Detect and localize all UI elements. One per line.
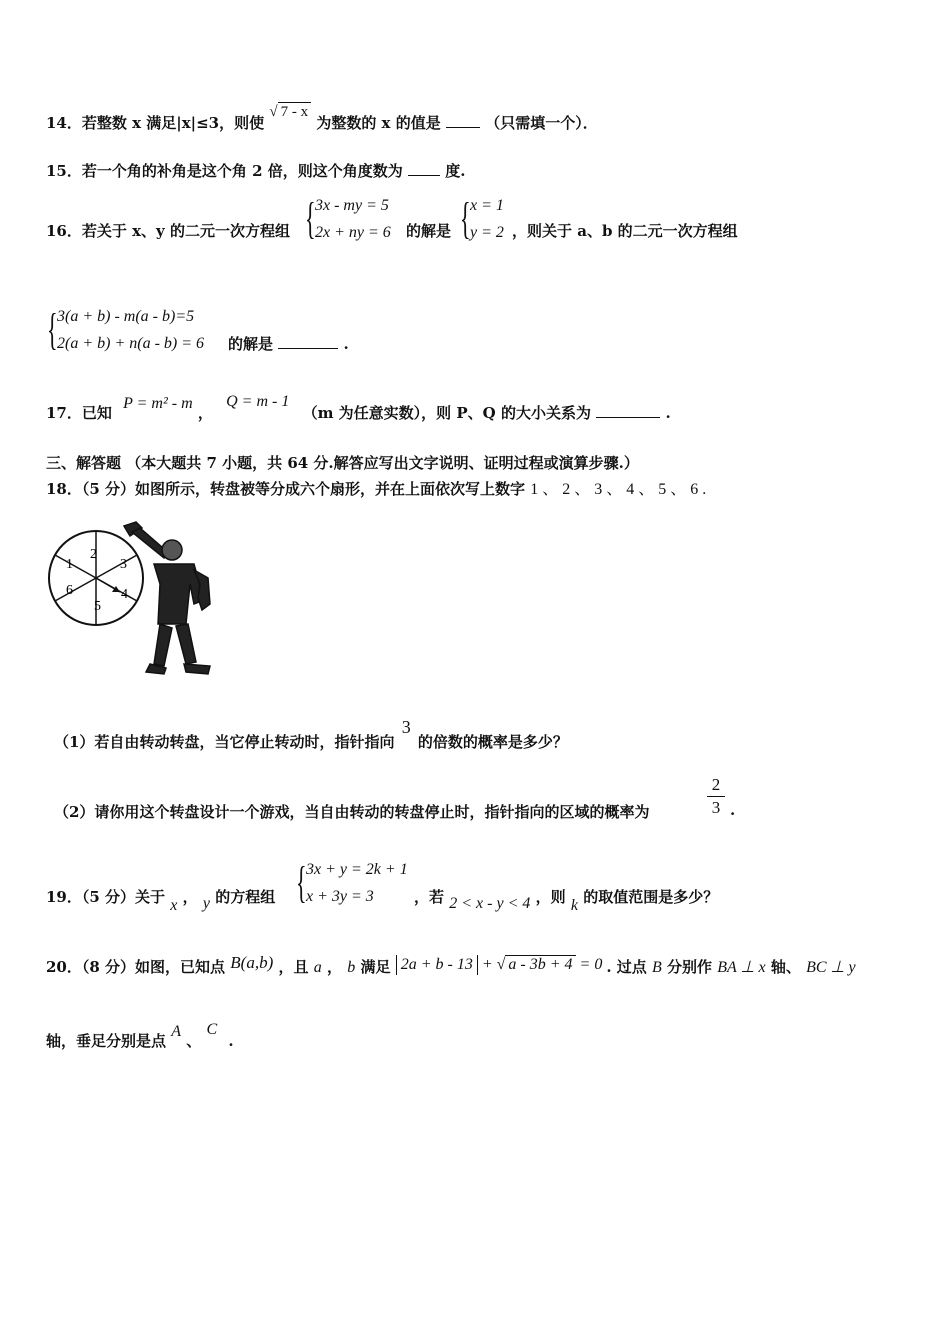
q14-answer-blank[interactable]: [446, 113, 480, 128]
q19-eq1: 3x + y = 2k + 1: [306, 861, 408, 878]
q16-mid-text: 的解是: [406, 222, 452, 240]
sector-label: 4: [121, 587, 128, 602]
sector-label: 6: [66, 583, 73, 598]
person-illustration: [124, 522, 210, 674]
q17-answer-blank[interactable]: [596, 403, 660, 418]
q20-bc: BC ⊥ y: [806, 959, 856, 976]
q16-suffix: ，则关于 a、b 的二元一次方程组: [512, 222, 738, 240]
sector-label: 5: [94, 599, 101, 614]
section-3-heading: 三、解答题 （本大题共 7 小题，共 64 分.解答应写出文字说明、证明过程或演算步骤.）: [46, 454, 639, 472]
sector-label: 1: [66, 557, 73, 572]
q19-inequality: 2 < x - y < 4: [449, 895, 531, 912]
q20-condition: 2a + b - 13 + √ a - 3b + 4 = 0: [396, 956, 607, 973]
question-15: [46, 160, 465, 181]
q16-prefix: 16．若关于 x、y 的二元一次方程组: [46, 222, 290, 240]
q14-prefix: 14．若整数 x 满足|x|≤3，则使: [46, 114, 265, 132]
q16-eq3: 3(a + b) - m(a - b)=5: [57, 308, 195, 325]
q16-eq1: 3x - my = 5: [315, 197, 389, 214]
q14-suffix: 为整数的 x 的值是: [316, 114, 441, 132]
question-18: [46, 476, 706, 499]
q17-p-expr: P = m² - m: [123, 395, 193, 412]
q19-condition: ，若 2 < x - y < 4 ，则 k 的取值范围是多少？: [414, 888, 719, 914]
q17-prefix: 17．已知: [46, 404, 112, 422]
q18-part1-number: 3: [401, 717, 411, 737]
question-17: 17．已知 P = m² - m ， Q = m - 1 （m 为任意实数），则 P、Q 的大小关系为 .: [46, 393, 671, 422]
q14-note: （只需填一个）．: [485, 114, 598, 132]
sector-label: 2: [90, 547, 97, 562]
question-14: [46, 104, 598, 133]
spinner-figure: [46, 514, 226, 684]
q19-k: k: [570, 897, 578, 914]
question-19: 19．（5 分）关于 x ， y 的方程组: [46, 888, 276, 914]
q18-part2-end: .: [730, 801, 736, 819]
q19-eq2: x + 3y = 3: [306, 888, 374, 905]
q20-line-2: 轴，垂足分别是点 A 、 C .: [46, 1021, 234, 1050]
q20-ba: BA ⊥ x: [717, 959, 766, 976]
question-16: [46, 220, 290, 241]
spinner-wheel: [49, 531, 143, 625]
q19-system: { 3x + y = 2k + 1 x + 3y = 3: [296, 858, 408, 907]
q16-solution: { x = 1 y = 2: [460, 194, 504, 243]
q18-fraction: $\frac{2}{3}$: [707, 774, 725, 819]
q16-system-1: { 3x - my = 5 2x + ny = 6: [305, 194, 391, 243]
q14-sqrt: √ 7 - x: [269, 104, 311, 120]
sector-label: 3: [120, 557, 127, 572]
q18-numbers: 1 、 2 、 3 、 4 、 5 、 6 .: [530, 481, 707, 498]
q18-part-2: （2）请你用这个转盘设计一个游戏，当自由转动的转盘停止时，指针指向的区域的概率为: [54, 803, 650, 821]
q19-x: x: [170, 897, 178, 914]
q17-q-expr: Q = m - 1: [226, 393, 290, 410]
q16-sol2: y = 2: [470, 224, 504, 241]
q19-y: y: [202, 895, 210, 912]
q16-eq2: 2x + ny = 6: [315, 224, 391, 241]
question-20: 20．（8 分）如图，已知点 B(a,b) ，且 a ， b 满足 2a + b - 13 + √ a - 3b + 4 = 0 . 过点 B 分别作 BA ⊥ x 轴、 BC ⊥ y: [46, 953, 856, 976]
q16-system-2: { 3(a + b) - m(a - b)=5 2(a + b) + n(a - b) = 6: [47, 305, 205, 354]
q20-point-a: A: [171, 1023, 182, 1040]
q16-answer-blank[interactable]: [278, 334, 338, 349]
q16-tail: 的解是 .: [228, 335, 349, 353]
q20-point: B(a,b): [230, 953, 274, 972]
q18-prefix: 18．（5 分）如图所示，转盘被等分成六个扇形，并在上面依次写上数字: [46, 480, 526, 498]
q17-suffix: （m 为任意实数），则 P、Q 的大小关系为: [302, 404, 591, 422]
q20-point-c: C: [206, 1021, 218, 1038]
q16-sol1: x = 1: [470, 197, 504, 214]
q15-answer-blank[interactable]: [408, 161, 440, 176]
q18-part-1: （1）若自由转动转盘，当它停止转动时，指针指向 3 的倍数的概率是多少？: [54, 717, 568, 751]
q15-suffix: 度.: [445, 162, 466, 180]
q15-text: 15．若一个角的补角是这个角 2 倍，则这个角度数为: [46, 162, 403, 180]
q16-eq4: 2(a + b) + n(a - b) = 6: [57, 335, 205, 352]
